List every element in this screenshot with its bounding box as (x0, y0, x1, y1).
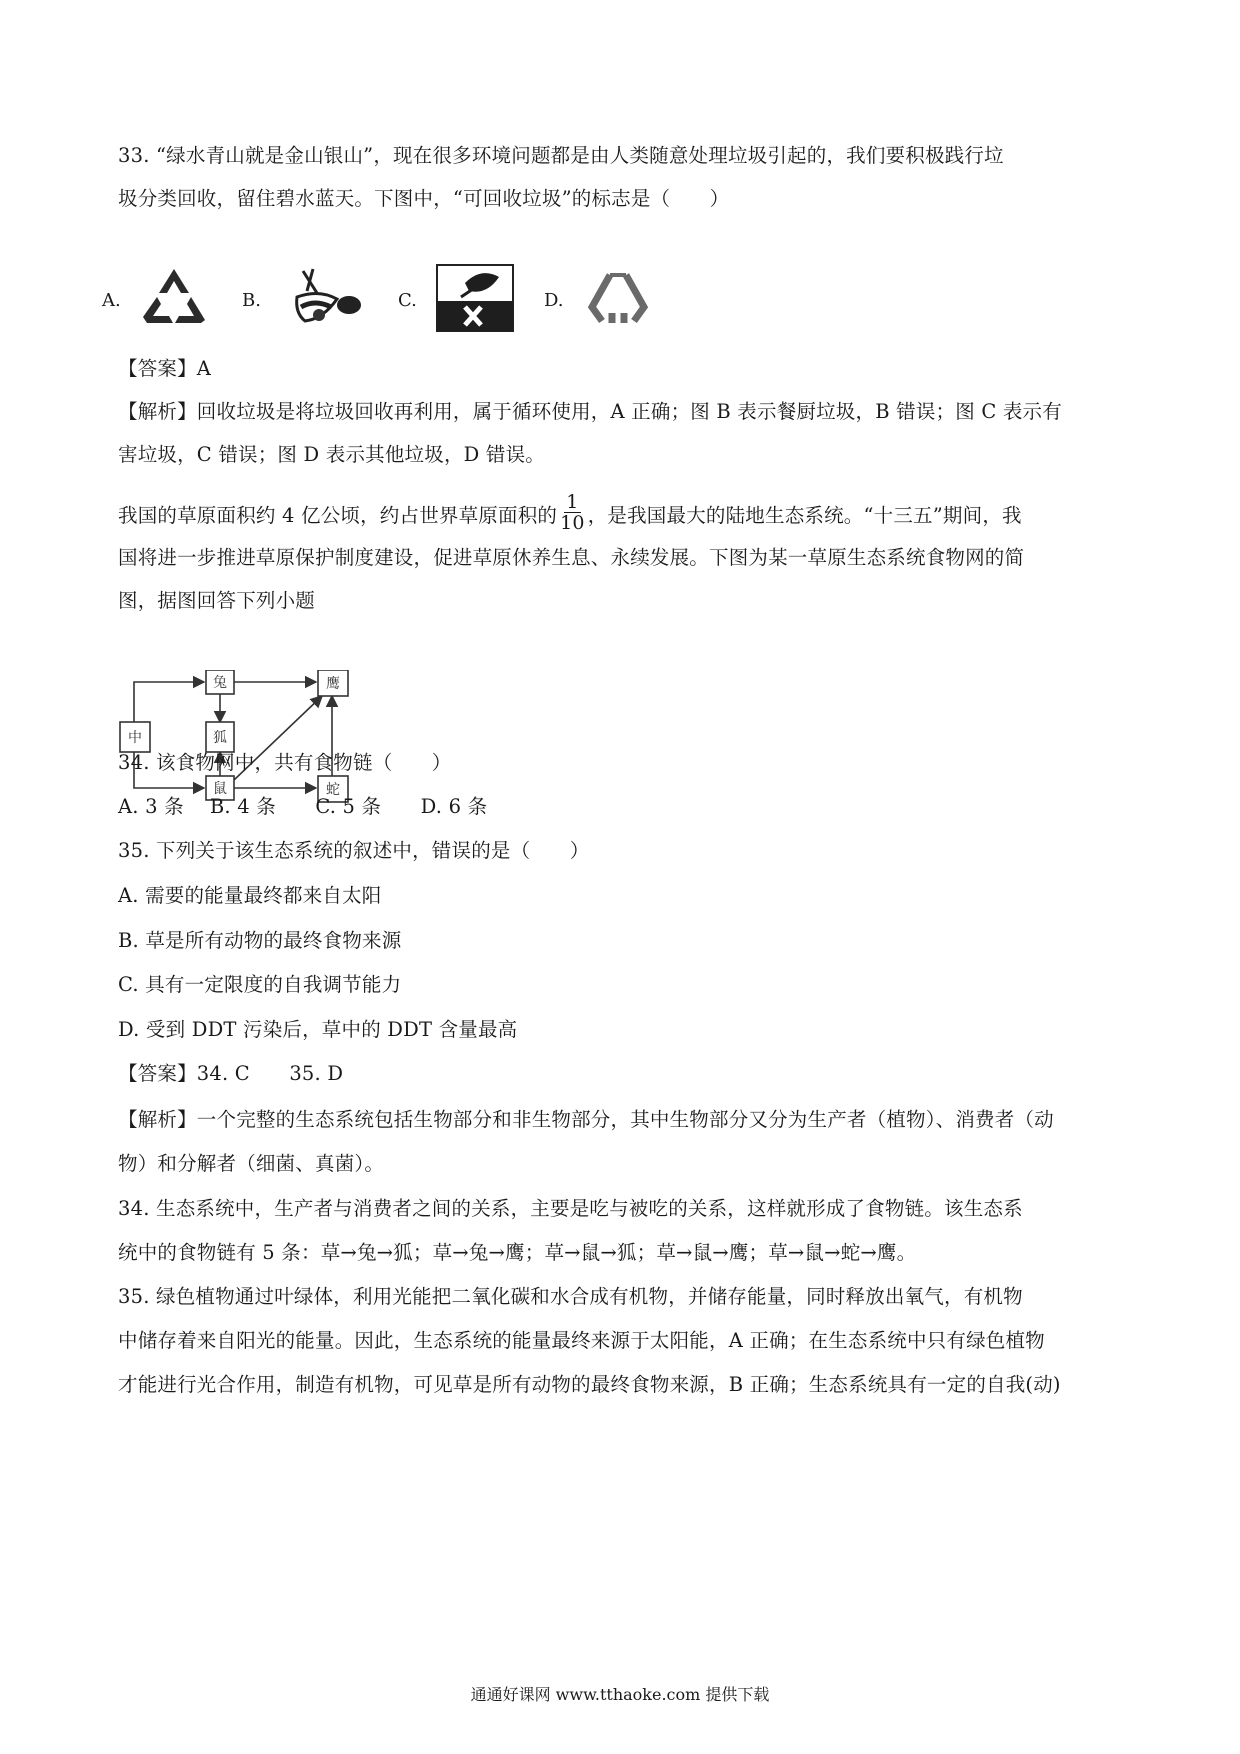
node-snake-label: 蛇 (326, 782, 340, 798)
recycle-arrows-icon (139, 265, 209, 335)
kitchen-waste-icon (279, 263, 369, 337)
node-fox-label: 狐 (213, 730, 227, 746)
q35-option-c: C. 具有一定限度的自我调节能力 (118, 973, 402, 996)
explanation-line3: 34. 生态系统中，生产者与消费者之间的关系，主要是吃与被吃的关系，这样就形成了食物链。该生态系 (118, 1197, 1023, 1220)
fraction-one-tenth (560, 492, 585, 533)
q33-explanation-line2: 害垃圾，C 错误；图 D 表示其他垃圾，D 错误。 (118, 443, 545, 466)
explanation-line5: 35. 绿色植物通过叶绿体，利用光能把二氧化碳和水合成有机物，并储存能量，同时释放出氧气，有机物 (118, 1285, 1023, 1308)
fraction-denominator: 10 (560, 512, 585, 534)
intro-text-after-fraction: ，是我国最大的陆地生态系统。“十三五”期间，我 (587, 504, 1022, 527)
q35-stem: 35. 下列关于该生态系统的叙述中，错误的是（ ） (118, 839, 590, 862)
q34-stem: 34. 该食物网中，共有食物链（ ） (118, 751, 452, 774)
intro-line2: 国将进一步推进草原保护制度建设，促进草原休养生息、永续发展。下图为某一草原生态系统食物网的简 (118, 546, 1025, 569)
q35-option-a: A. 需要的能量最终都来自太阳 (118, 884, 382, 907)
option-letter: B. (242, 289, 261, 311)
fraction-numerator: 1 (566, 491, 579, 513)
q33-option-a (102, 260, 209, 340)
intro-line1 (118, 491, 1128, 537)
page-footer: 通通好课网 www.tthaoke.com 提供下载 (470, 1685, 770, 1704)
q33-option-d (544, 260, 654, 340)
q35-option-b: B. 草是所有动物的最终食物来源 (118, 929, 402, 952)
node-eagle-label: 鹰 (326, 676, 340, 692)
hazardous-waste-icon (435, 263, 515, 337)
q33-stem-line1: 33. “绿水青山就是金山银山”，现在很多环境问题都是由人类随意处理垃圾引起的，我们要积极践行垃 (118, 144, 1004, 167)
option-letter: C. (398, 289, 417, 311)
q35-option-d: D. 受到 DDT 污染后，草中的 DDT 含量最高 (118, 1018, 518, 1041)
q33-option-c (398, 260, 515, 340)
option-letter: A. (102, 289, 121, 311)
intro-line3: 图，据图回答下列小题 (118, 589, 316, 612)
node-rabbit-label: 兔 (213, 675, 227, 691)
q33-explanation-line1: 【解析】回收垃圾是将垃圾回收再利用，属于循环使用，A 正确；图 B 表示餐厨垃圾，B 错误；图 C 表示有 (118, 400, 1062, 423)
q33-answer: 【答案】A (118, 357, 212, 380)
node-grass-label: 中 (128, 730, 142, 746)
intro-text-before-fraction: 我国的草原面积约 4 亿公顷，约占世界草原面积的 (118, 504, 558, 527)
answers-34-35: 【答案】34. C 35. D (118, 1062, 344, 1085)
food-web-diagram (118, 670, 378, 810)
option-letter: D. (544, 289, 564, 311)
explanation-line2: 物）和分解者（细菌、真菌）。 (118, 1152, 385, 1175)
explanation-line1: 【解析】一个完整的生态系统包括生物部分和非生物部分，其中生物部分又分为生产者（植物）、消费者（动 (118, 1108, 1054, 1131)
q34-options: A. 3 条 B. 4 条 C. 5 条 D. 6 条 (118, 795, 488, 818)
q33-option-b (242, 260, 369, 340)
explanation-line6: 中储存着来自阳光的能量。因此，生态系统的能量最终来源于太阳能，A 正确；在生态系统中只有绿色植物 (118, 1329, 1045, 1352)
other-waste-icon (582, 263, 654, 337)
explanation-line4: 统中的食物链有 5 条：草→兔→狐；草→兔→鹰；草→鼠→狐；草→鼠→鹰；草→鼠→蛇→鹰。 (118, 1241, 917, 1264)
node-mouse-label: 鼠 (213, 781, 227, 797)
explanation-line7: 才能进行光合作用，制造有机物，可见草是所有动物的最终食物来源，B 正确；生态系统具有一定的自我(动) (118, 1373, 1061, 1396)
q33-stem-line2: 圾分类回收，留住碧水蓝天。下图中，“可回收垃圾”的标志是（ ） (118, 187, 730, 210)
